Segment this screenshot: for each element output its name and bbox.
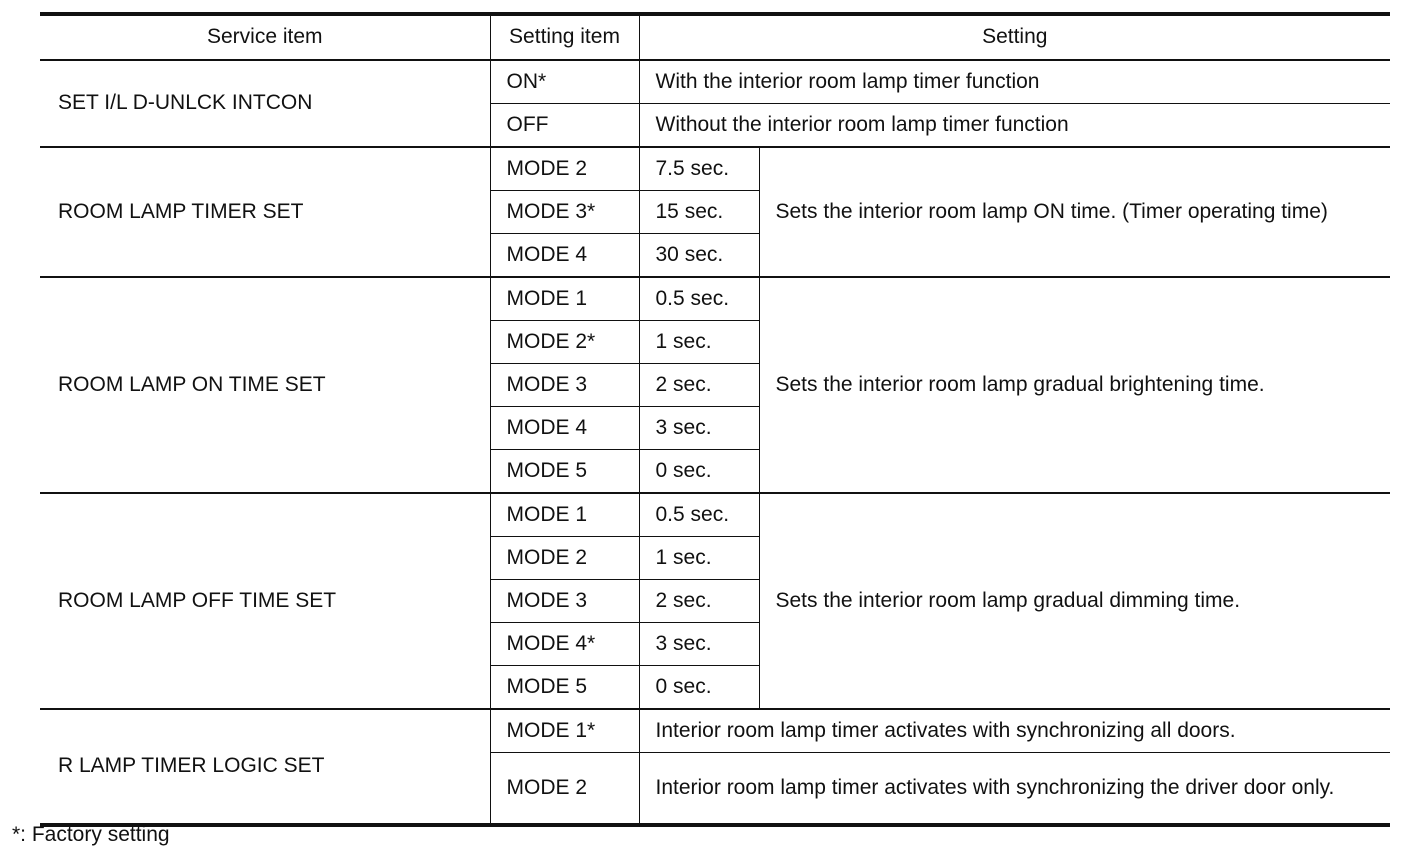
setting-item-cell: MODE 4*: [490, 623, 639, 666]
group-r-lamp-timer-logic-set: [40, 709, 1390, 825]
service-item-cell: SET I/L D-UNLCK INTCON: [40, 60, 490, 147]
table-row: [40, 60, 1390, 104]
setting-item-cell: MODE 2: [490, 537, 639, 580]
setting-item-cell: MODE 3: [490, 364, 639, 407]
table-row: [40, 493, 1390, 537]
setting-description-cell: Sets the interior room lamp ON time. (Timer operating time): [759, 147, 1390, 277]
setting-item-cell: MODE 4: [490, 407, 639, 450]
group-room-lamp-timer-set: [40, 147, 1390, 277]
service-item-cell: ROOM LAMP TIMER SET: [40, 147, 490, 277]
setting-cell: With the interior room lamp timer function: [639, 60, 1390, 104]
group-room-lamp-off-time-set: [40, 493, 1390, 709]
setting-item-cell: MODE 5: [490, 450, 639, 494]
table-row: [40, 709, 1390, 753]
table-row: [40, 277, 1390, 321]
setting-item-cell: MODE 3: [490, 580, 639, 623]
setting-value-cell: 1 sec.: [639, 321, 759, 364]
setting-item-cell: MODE 2: [490, 753, 639, 826]
group-room-lamp-on-time-set: [40, 277, 1390, 493]
setting-item-cell: ON*: [490, 60, 639, 104]
setting-value-cell: 0.5 sec.: [639, 493, 759, 537]
setting-cell: Interior room lamp timer activates with synchronizing the driver door only.: [639, 753, 1390, 826]
setting-item-cell: MODE 1: [490, 277, 639, 321]
setting-value-cell: 0 sec.: [639, 450, 759, 494]
setting-item-cell: MODE 5: [490, 666, 639, 710]
setting-description-cell: Sets the interior room lamp gradual dimming time.: [759, 493, 1390, 709]
setting-cell: Without the interior room lamp timer function: [639, 104, 1390, 148]
setting-value-cell: 2 sec.: [639, 580, 759, 623]
setting-item-cell: MODE 2*: [490, 321, 639, 364]
setting-value-cell: 2 sec.: [639, 364, 759, 407]
service-settings-table: [40, 12, 1390, 827]
setting-value-cell: 0 sec.: [639, 666, 759, 710]
setting-item-cell: MODE 2: [490, 147, 639, 191]
setting-cell: Interior room lamp timer activates with synchronizing all doors.: [639, 709, 1390, 753]
setting-value-cell: 0.5 sec.: [639, 277, 759, 321]
setting-description-cell: Sets the interior room lamp gradual brightening time.: [759, 277, 1390, 493]
header-setting: Setting: [639, 14, 1390, 60]
setting-item-cell: OFF: [490, 104, 639, 148]
setting-item-cell: MODE 3*: [490, 191, 639, 234]
setting-value-cell: 7.5 sec.: [639, 147, 759, 191]
setting-value-cell: 1 sec.: [639, 537, 759, 580]
header-setting-item: Setting item: [490, 14, 639, 60]
service-item-cell: R LAMP TIMER LOGIC SET: [40, 709, 490, 825]
setting-item-cell: MODE 1*: [490, 709, 639, 753]
setting-value-cell: 30 sec.: [639, 234, 759, 278]
table-header-row: [40, 14, 1390, 60]
service-item-cell: ROOM LAMP ON TIME SET: [40, 277, 490, 493]
setting-item-cell: MODE 4: [490, 234, 639, 278]
header-service-item: Service item: [40, 14, 490, 60]
service-item-cell: ROOM LAMP OFF TIME SET: [40, 493, 490, 709]
setting-item-cell: MODE 1: [490, 493, 639, 537]
group-set-il-d-unlck-intcon: [40, 60, 1390, 147]
setting-value-cell: 3 sec.: [639, 407, 759, 450]
table-row: [40, 147, 1390, 191]
footnote-factory-setting: *: Factory setting: [12, 823, 170, 846]
setting-value-cell: 15 sec.: [639, 191, 759, 234]
setting-value-cell: 3 sec.: [639, 623, 759, 666]
